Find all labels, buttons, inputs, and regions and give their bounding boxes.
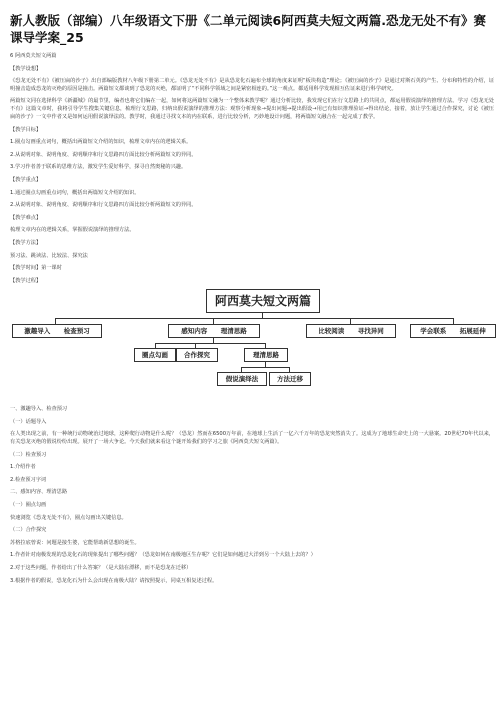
text-line: 2.检查预习字词 bbox=[10, 476, 47, 483]
text-line: 预习法、跳读法、比较法、探究法 bbox=[10, 252, 88, 259]
section-heading: （一）话题导入 bbox=[10, 418, 47, 425]
text-line: 2.从说明对象、说明角度、说明顺序和行文思路四方面比较分析两篇短文的异同。 bbox=[10, 151, 197, 158]
text-line: 2.从说明对象、说明角度、说明顺序和行文思路四方面比较分析两篇短文的异同。 bbox=[10, 202, 197, 209]
lesson-flow-diagram bbox=[10, 289, 494, 399]
section-heading: （二）合作探究 bbox=[10, 527, 47, 534]
diagram-method-2: 方法迁移 bbox=[269, 372, 311, 386]
diagram-method-1: 假说演绎法 bbox=[217, 372, 267, 386]
section-heading: （一）圈点勾画 bbox=[10, 502, 47, 509]
section-heading: 【教学重点】 bbox=[10, 176, 42, 183]
diagram-root-box: 阿西莫夫短文两篇 bbox=[206, 289, 320, 313]
paragraph-intro: 《恐龙无处不有》《被压扁的沙子》出自部编版教材八年级下册第二单元。《恐龙无处不有》是从恐龙化石遍布全球的角度来证明“板块构造”理论；《被压扁的沙子》是通过对斯石英的产生、分布和特性的介绍，证明撞击造成恐龙的灭绝的原因是撞击。两篇短文都谈到了恐龙的灭绝，都证明了“不同科学领域之间是紧密相连的。”这一观点。都适用科学发现相互佐证来进行科学研究。 bbox=[10, 78, 494, 93]
section-heading: （二）检查预习 bbox=[10, 451, 47, 458]
section-heading: 一、激趣导入、检查预习 bbox=[10, 406, 68, 413]
section-heading: 【教学方法】 bbox=[10, 239, 42, 246]
section-heading: 【教学过程】 bbox=[10, 277, 42, 284]
paragraph-design: 两篇短文同在选择科学《新疆城》的最节里，编者也将它们编在一起，如何将这两篇短文融为一个整体来教学呢？通过分析比较，我发现它们在行文思路上的共同点，都运用假说演绎的推理方法。学习《恐龙无处不有》这篇文章时，我将引导学生搜集关键信息，梳理行文思路，归纳出假说演绎的推理方法：观察分析现象→提出问题→提出假设→用已有知识推理验证→得出结论，接着，放让学生通过合作探究，讨论《被压扁的沙子》一文中作者又是如何运用假说演绎法的。教学时，我通过寻找文本的内在联系，进行比较分析，巧妙地设计问题，将两篇短文融合在一起完成了教学。 bbox=[10, 98, 494, 121]
section-heading: 【教学设想】 bbox=[10, 65, 42, 72]
text-line: 1.圈点勾画重点词句，概括出两篇短文介绍的知识，梳理文章内在的逻辑关系。 bbox=[10, 139, 192, 146]
text-line: 1.介绍作者 bbox=[10, 464, 36, 471]
section-heading: 【教学目标】 bbox=[10, 126, 42, 133]
section-heading: 【教学时间】第一课时 bbox=[10, 265, 62, 272]
text-line: 3.学习作者善于联系的思维方法，激发学生爱好科学，探寻自然奥秘的兴趣。 bbox=[10, 164, 187, 171]
text-line: 梳理文章内在的逻辑关系，掌握假说演绎的推理方法。 bbox=[10, 227, 135, 234]
text-line: 1.通过圈点勾画重点词句，概括出两篇短文介绍的知识。 bbox=[10, 189, 140, 196]
text-line: 1.作者针对南极发现的恐龙化石的现象提出了哪些问题？（恐龙如何在南极地区生存呢？它们是如何越过大洋到另一个大陆上去的？） bbox=[10, 552, 316, 559]
diagram-substep-1: 圈点勾画 bbox=[134, 348, 176, 362]
text-line: 苏格拉底曾说：问题是接生婆，它能帮助新思想的诞生。 bbox=[10, 539, 140, 546]
diagram-substep-3: 理清思路 bbox=[244, 348, 288, 362]
document-title: 新人教版（部编）八年级语文下册《二单元阅读6阿西莫夫短文两篇.恐龙无处不有》赛课导学案_25 bbox=[10, 13, 486, 45]
text-line: 快速浏览《恐龙无处不有》，圈点勾画出关键信息。 bbox=[10, 514, 127, 521]
text-line: 2.对于这些问题，作者给出了什么答案？（是大陆在漂移，而不是恐龙在迁移） bbox=[10, 565, 192, 571]
diagram-step-1: 激趣导入 检查预习 bbox=[12, 324, 102, 338]
diagram-step-3: 比较阅读 寻找异同 bbox=[306, 324, 396, 338]
diagram-substep-2: 合作探究 bbox=[176, 348, 218, 362]
text-line: 6 阿西莫夫短文两篇 bbox=[10, 53, 57, 59]
paragraph-intro-dinosaur: 在人类出现之前，有一种统行动物统治过地球，这种爬行动物是什么呢？（恐龙）然而在6500万年前，在地球上生活了一亿六千万年的恐龙突然消失了。这成为了地球生命史上的一大悬案。20世纪70年代以来，有关恐龙灭绝的假说纷纷出现。展开了一场大争论。今天我们就来看这个谜开始我们的学习之旅《阿西莫夫短文两篇》。 bbox=[10, 431, 494, 446]
section-heading: 二、感知内容、理清思路 bbox=[10, 489, 68, 496]
document-page bbox=[10, 12, 494, 589]
section-heading: 【教学难点】 bbox=[10, 214, 42, 221]
diagram-step-2: 感知内容 理清思路 bbox=[168, 324, 260, 338]
diagram-step-4: 学会联系 拓展延伸 bbox=[410, 324, 496, 338]
text-line: 3.根据作者的假说，恐龙化石为什么会出现在南极大陆？请按照提示，同桌互相复述过程。 bbox=[10, 577, 218, 584]
